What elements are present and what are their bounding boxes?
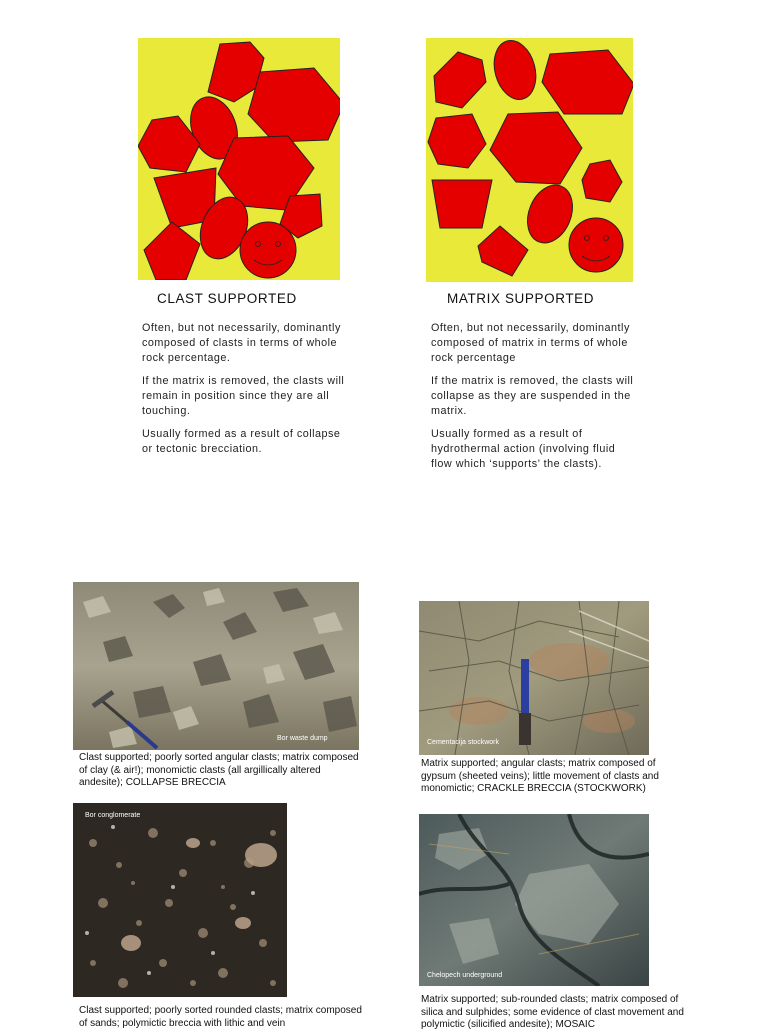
matrix-paragraph-2: If the matrix is removed, the clasts will collapse as they are suspended in the matrix. — [431, 375, 634, 417]
matrix-paragraph-3: Usually formed as a result of hydrothermal action (involving fluid flow which ‘supports’ the clasts). — [431, 428, 616, 470]
bor-waste-dump-caption: Clast supported; poorly sorted angular clasts; matrix composed of clay (& air!); monomictic clasts (all argillically altered andesite); COLLAPSE BRECCIA — [79, 752, 359, 788]
photo-location-label: Chelopech underground — [427, 972, 503, 979]
clast-shape — [428, 114, 486, 168]
matrix-supported-diagram — [426, 38, 633, 282]
clast-paragraph-3: Usually formed as a result of collapse or tectonic brecciation. — [142, 428, 341, 455]
photo-location-label: Cementacija stockwork — [427, 739, 499, 746]
matrix-supported-description — [431, 321, 636, 480]
clast-supported-diagram — [138, 38, 340, 280]
bor-conglomerate-caption: Clast supported; poorly sorted rounded clasts; matrix composed of sands; polymictic breccia with lithic and vein — [79, 1005, 362, 1029]
matrix-paragraph-1: Often, but not necessarily, dominantly composed of matrix in terms of whole rock percentage — [431, 322, 630, 364]
bor-waste-dump-photo — [73, 582, 359, 750]
clast-paragraph-2: If the matrix is removed, the clasts will remain in position since they are all touching. — [142, 375, 345, 417]
clast-shape — [542, 50, 633, 114]
chelopech-underground-photo — [419, 814, 649, 986]
matrix-supported-heading: MATRIX SUPPORTED — [447, 291, 595, 306]
clast-shape — [434, 52, 486, 108]
photo-location-label: Bor conglomerate — [85, 812, 141, 819]
cementacija-stockwork-photo — [419, 601, 649, 755]
matrix-supported-shapes — [426, 38, 633, 282]
clast-shape — [248, 68, 340, 142]
clast-shape — [582, 160, 622, 202]
clast-smiley-face — [240, 222, 296, 278]
clast-supported-shapes — [138, 38, 340, 280]
clast-shape — [488, 38, 542, 104]
clast-paragraph-1: Often, but not necessarily, dominantly composed of clasts in terms of whole rock percentage. — [142, 322, 341, 364]
clast-smiley-face — [569, 218, 623, 272]
cementacija-stockwork-caption: Matrix supported; angular clasts; matrix composed of gypsum (sheeted veins); little movement of clasts and monomictic; CRACKLE BRECCIA (STOCKWORK) — [421, 758, 659, 794]
photo-location-label: Bor waste dump — [277, 735, 328, 742]
bor-conglomerate-photo — [73, 803, 287, 997]
clast-shape — [144, 222, 200, 280]
clast-supported-heading: CLAST SUPPORTED — [157, 291, 297, 306]
clast-supported-description — [142, 321, 347, 465]
clast-shape — [478, 226, 528, 276]
clast-shape — [432, 180, 492, 228]
chelopech-underground-caption: Matrix supported; sub-rounded clasts; matrix composed of silica and sulphides; some evidence of clast movement and polymictic (silicified andesite); MOSAIC — [421, 994, 684, 1030]
clast-shape — [490, 112, 582, 184]
